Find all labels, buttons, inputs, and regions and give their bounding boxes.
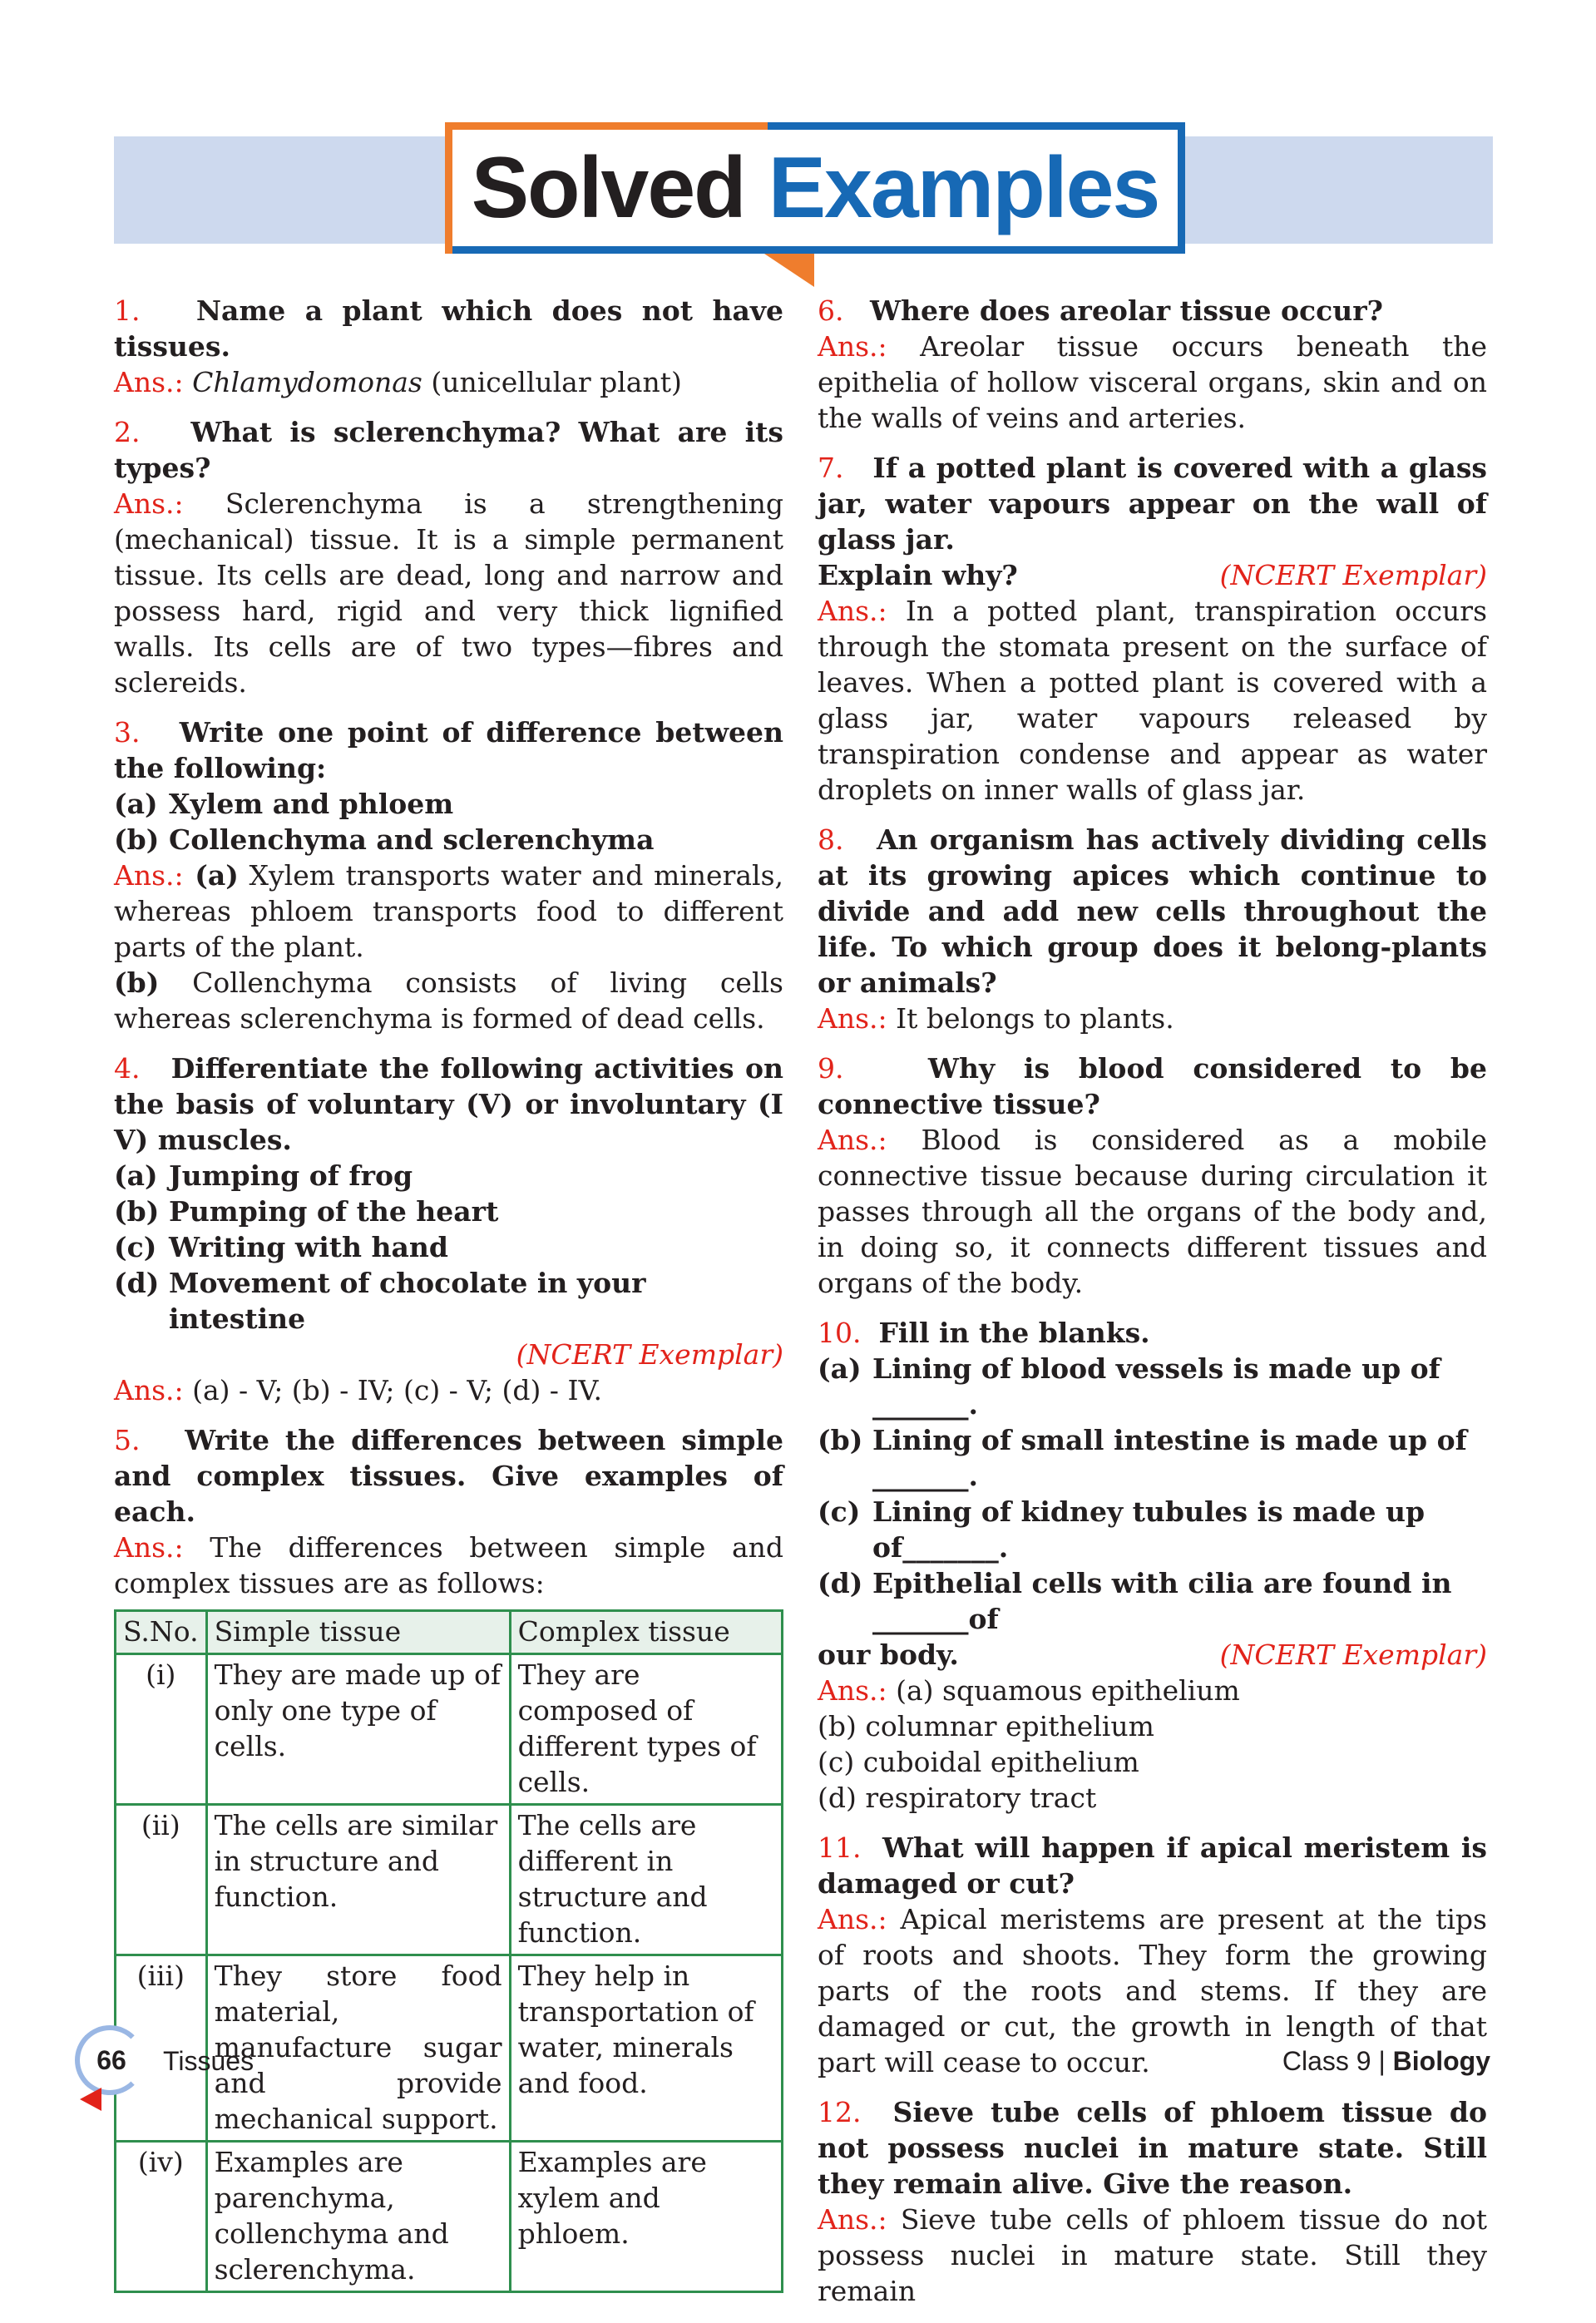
header-sno: S.No. xyxy=(116,1611,207,1654)
title-word-solved: Solved xyxy=(471,139,745,236)
banner-tail xyxy=(744,254,814,287)
page-title xyxy=(445,122,1185,254)
question-12 xyxy=(818,2094,1487,2309)
question-text: Differentiate the following activities on the basis of voluntary (V) or involuntary (I V) muscles. xyxy=(114,1052,783,1156)
question-4 xyxy=(114,1050,783,1408)
question-3: 3. Write one point of difference between the following: (a) Xylem and phloem (b) Collenchyma and sclerenchyma Ans.: (a) Xylem transports water and minerals, whereas phloem transports food to different parts of the plant. (b) Collenchyma consists of living cells whereas sclerenchyma is formed of dead cells. xyxy=(114,716,783,1035)
question-number: 1. xyxy=(114,294,141,327)
table-cell: They help in transportation of water, minerals and food. xyxy=(510,1955,782,2142)
chapter-name: Tissues xyxy=(163,2046,254,2076)
question-number: 10. xyxy=(818,1317,862,1349)
question-number: 5. xyxy=(114,1424,141,1456)
answer-text: Areolar tissue occurs beneath the epithelia of hollow visceral organs, skin and on the walls of veins and arteries. xyxy=(818,330,1487,434)
question-7 xyxy=(818,450,1487,808)
answer-text: (d) respiratory tract xyxy=(818,1782,1097,1814)
question-6 xyxy=(818,293,1487,436)
answer-italic: Chlamydomonas xyxy=(192,366,422,398)
table-cell: They are composed of different types of cells. xyxy=(510,1654,782,1805)
question-text: Where does areolar tissue occur? xyxy=(869,294,1383,327)
answer-label: Ans.: xyxy=(114,1374,184,1406)
question-text: If a potted plant is covered with a glass jar, water vapours appear on the wall of glass jar. xyxy=(818,452,1487,556)
question-2 xyxy=(114,414,783,700)
answer-label: Ans.: xyxy=(114,366,184,398)
question-text: What will happen if apical meristem is damaged or cut? xyxy=(818,1831,1488,1900)
answer-text: (unicellular plant) xyxy=(422,366,682,398)
question-text: Fill in the blanks. xyxy=(878,1317,1150,1349)
header-simple: Simple tissue xyxy=(206,1611,510,1654)
sub-question-c: (c) Writing with hand xyxy=(114,1231,448,1263)
left-column xyxy=(114,293,783,2293)
table-cell: The cells are different in structure and function. xyxy=(510,1805,782,1955)
source-label: (NCERT Exemplar) xyxy=(1219,1638,1487,1671)
question-9 xyxy=(818,1050,1487,1301)
question-number: 2. xyxy=(114,416,141,448)
sub-question-b: (b) Collenchyma and sclerenchyma xyxy=(114,823,655,856)
table-cell: They are made up of only one type of cells. xyxy=(206,1654,510,1805)
sub-question-b: (b) Pumping of the heart xyxy=(114,1195,499,1228)
question-number: 3. xyxy=(114,716,141,749)
table-cell: Examples are parenchyma, collenchyma and sclerenchyma. xyxy=(206,2142,510,2292)
answer-label: Ans.: xyxy=(818,2203,887,2236)
answer-label: Ans.: xyxy=(114,1531,184,1564)
table-cell: (iii) xyxy=(116,1955,207,2142)
answer-text: Sclerenchyma is a strengthening (mechanical) tissue. It is a simple permanent tissue. Its cells are dead, long and narrow and possess hard, rigid and very thick lignified walls. Its cells are of two types—fibres and sclereids. xyxy=(114,487,783,699)
question-text: Write the differences between simple and complex tissues. Give examples of each. xyxy=(114,1424,783,1528)
question-number: 8. xyxy=(818,823,844,856)
question-11 xyxy=(818,1830,1487,2080)
table-row xyxy=(116,1805,783,1955)
blank-c: (c) Lining of kidney tubules is made up of_______. xyxy=(818,1495,1426,1564)
answer-text: It belongs to plants. xyxy=(887,1002,1174,1035)
source-label: (NCERT Exemplar) xyxy=(1219,559,1487,591)
answer-label: Ans.: xyxy=(818,1903,887,1935)
answer-text: Blood is considered as a mobile connective tissue because during circulation it passes through all the organs of the body and, in doing so, it connects different tissues and organs of the body. xyxy=(818,1124,1487,1299)
table-cell: (i) xyxy=(116,1654,207,1805)
answer-text: (a) squamous epithelium xyxy=(887,1674,1240,1707)
answer-text: In a potted plant, transpiration occurs through the stomata present on the surface of leaves. When a potted plant is covered with a glass jar, water vapours released by transpiration condense and appear as water droplets on inner walls of glass jar. xyxy=(818,595,1487,806)
question-text: What is sclerenchyma? What are its types? xyxy=(114,416,783,484)
answer-label: Ans.: xyxy=(818,1002,887,1035)
arrow-left-icon xyxy=(80,2088,101,2111)
sub-question-d: (d) Movement of chocolate in your intestine xyxy=(114,1267,646,1335)
title-word-examples: Examples xyxy=(768,139,1159,236)
table-cell: Examples are xylem and phloem. xyxy=(510,2142,782,2292)
table-cell: They store food material, manufacture sugar and provide mechanical support. xyxy=(206,1955,510,2142)
question-text: Write one point of difference between the following: xyxy=(114,716,783,784)
blank-a: (a) Lining of blood vessels is made up of _______. xyxy=(818,1352,1440,1421)
question-text: Name a plant which does not have tissues. xyxy=(114,294,783,363)
table-cell: (iv) xyxy=(116,2142,207,2292)
answer-label: Ans.: xyxy=(114,487,184,520)
blank-b: (b) Lining of small intestine is made up of _______. xyxy=(818,1424,1467,1492)
question-10 xyxy=(818,1315,1487,1816)
answer-text: (a) - V; (b) - IV; (c) - V; (d) - IV. xyxy=(183,1374,603,1406)
page-number: 66 xyxy=(96,2044,126,2075)
table-row xyxy=(116,2142,783,2292)
question-number: 4. xyxy=(114,1052,141,1085)
answer-label: Ans.: xyxy=(818,330,887,363)
sub-question-a: (a) Xylem and phloem xyxy=(114,788,454,820)
answer-text: Xylem transports water and minerals, whereas phloem transports food to different parts of the plant. xyxy=(114,859,783,963)
question-number: 6. xyxy=(818,294,844,327)
table-cell: (ii) xyxy=(116,1805,207,1955)
sub-question-a: (a) Jumping of frog xyxy=(114,1159,413,1192)
answer-label: Ans.: xyxy=(818,1124,887,1156)
table-header-row xyxy=(116,1611,783,1654)
question-5 xyxy=(114,1422,783,1601)
comparison-table xyxy=(114,1609,783,2293)
question-text: Why is blood considered to be connective tissue? xyxy=(818,1052,1487,1120)
answer-text: Apical meristems are present at the tips of roots and shoots. They form the growing parts of the roots and stems. If they are damaged or cut, the growth in length of that part will cease to occur. xyxy=(818,1903,1487,2078)
answer-text: Sieve tube cells of phloem tissue do not possess nuclei in mature state. Still they remain xyxy=(818,2203,1487,2307)
blank-d: (d) Epithelial cells with cilia are found in _______of xyxy=(818,1567,1452,1635)
source-label: (NCERT Exemplar) xyxy=(516,1338,783,1371)
question-number: 11. xyxy=(818,1831,862,1864)
right-column xyxy=(818,293,1487,2323)
header-complex: Complex tissue xyxy=(510,1611,782,1654)
answer-text: (c) cuboidal epithelium xyxy=(818,1746,1139,1778)
answer-text: Collenchyma consists of living cells whereas sclerenchyma is formed of dead cells. xyxy=(114,966,783,1035)
table-cell: The cells are similar in structure and function. xyxy=(206,1805,510,1955)
answer-label: Ans.: xyxy=(114,859,184,892)
question-number: 7. xyxy=(818,452,844,484)
question-text: Sieve tube cells of phloem tissue do not possess nuclei in mature state. Still they remain alive. Give the reason. xyxy=(818,2096,1487,2200)
answer-text: (b) columnar epithelium xyxy=(818,1710,1154,1742)
question-1 xyxy=(114,293,783,400)
question-text: An organism has actively dividing cells at its growing apices which continue to divide and add new cells throughout the life. To which group does it belong-plants or animals? xyxy=(818,823,1487,999)
answer-label: Ans.: xyxy=(818,1674,887,1707)
answer-text: The differences between simple and complex tissues are as follows: xyxy=(114,1531,783,1599)
question-number: 9. xyxy=(818,1052,844,1085)
question-text-end: Explain why? xyxy=(818,559,1018,591)
answer-label: Ans.: xyxy=(818,595,887,627)
question-number: 12. xyxy=(818,2096,862,2128)
question-8 xyxy=(818,822,1487,1036)
book-title: Class 9 | Biology xyxy=(1282,2046,1490,2076)
question-text-end: our body. xyxy=(818,1638,959,1671)
table-row xyxy=(116,1654,783,1805)
